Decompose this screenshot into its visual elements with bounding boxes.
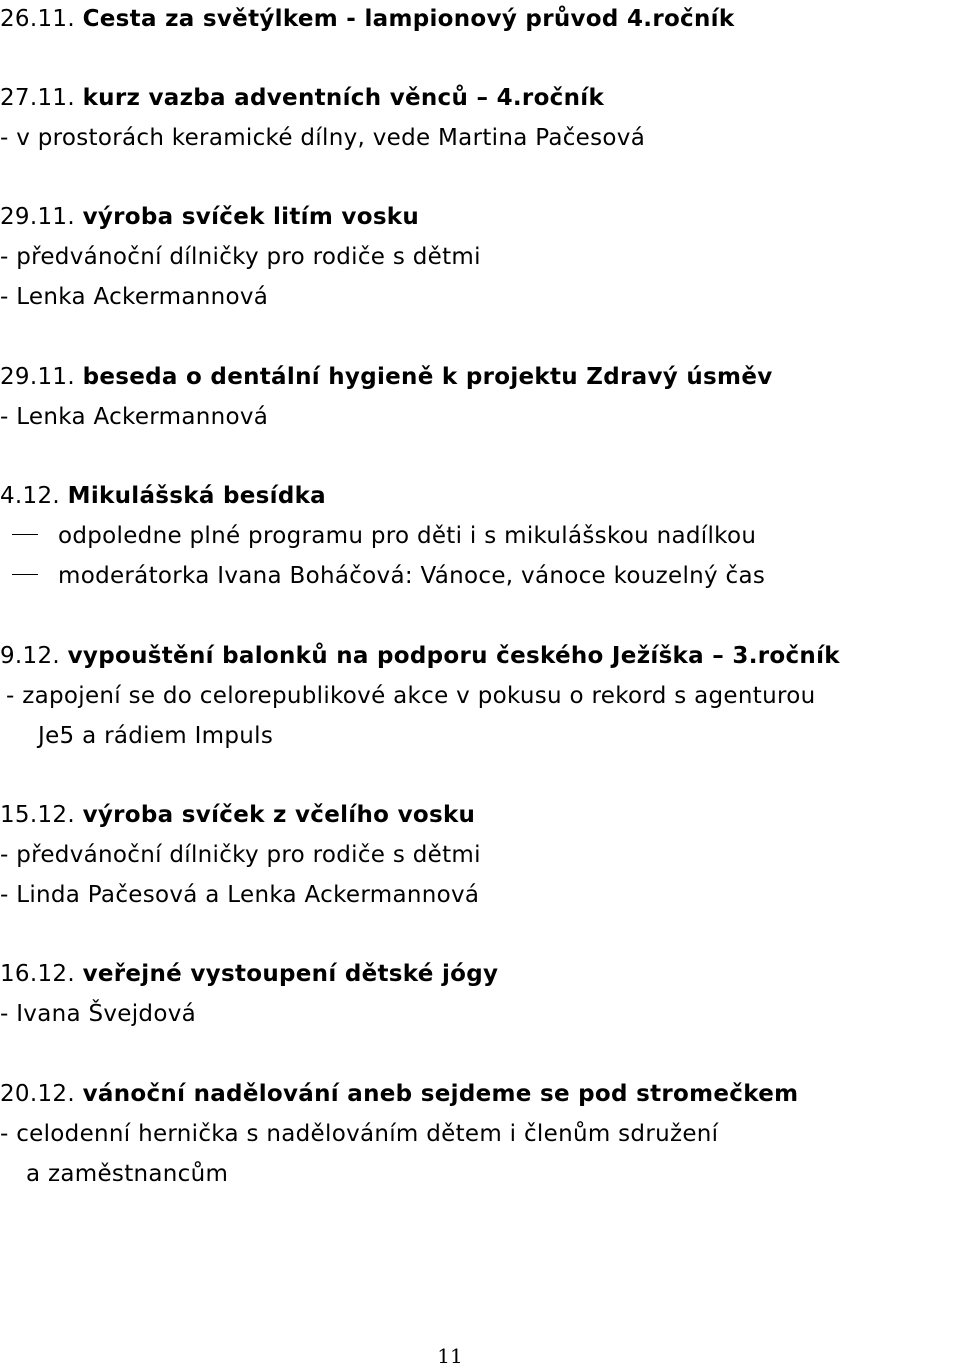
event-title: beseda o dentální hygieně k projektu Zdravý úsměv — [82, 364, 773, 390]
event-detail: - předvánoční dílničky pro rodiče s dětmi — [0, 244, 481, 270]
page-number: 11 — [437, 1344, 463, 1368]
event-title: kurz vazba adventních věnců – 4.ročník — [82, 85, 605, 111]
event-detail: - v prostorách keramické dílny, vede Martina Pačesová — [0, 125, 646, 151]
event-title: Mikulášská besídka — [67, 483, 327, 509]
event-detail: - Lenka Ackermannová — [0, 404, 269, 430]
event-title: Cesta za světýlkem - lampionový průvod 4.ročník — [82, 6, 735, 32]
event-title: vánoční nadělování aneb sejdeme se pod stromečkem — [82, 1081, 799, 1107]
event-detail: - Linda Pačesová a Lenka Ackermannová — [0, 882, 480, 908]
event-heading — [0, 641, 840, 671]
event-date: 29.11. — [0, 204, 83, 230]
event-date: 15.12. — [0, 802, 83, 828]
event-bullet — [12, 521, 756, 551]
event-detail: - celodenní hernička s nadělováním dětem i členům sdružení — [0, 1121, 719, 1147]
event-date: 16.12. — [0, 961, 83, 987]
event-heading — [0, 202, 419, 232]
event-bullet — [12, 561, 765, 591]
event-title: vypouštění balonků na podporu českého Ježíška – 3.ročník — [67, 643, 840, 669]
dash-bullet-icon — [12, 574, 38, 575]
event-title: výroba svíček litím vosku — [82, 204, 420, 230]
event-title: veřejné vystoupení dětské jógy — [82, 961, 499, 987]
event-detail: - zapojení se do celorepublikové akce v pokusu o rekord s agenturou — [6, 683, 816, 709]
event-title: výroba svíček z včelího vosku — [82, 802, 476, 828]
event-heading — [0, 481, 326, 511]
event-detail: - předvánoční dílničky pro rodiče s dětmi — [0, 842, 481, 868]
event-detail: - Ivana Švejdová — [0, 1001, 197, 1027]
event-detail: - Lenka Ackermannová — [0, 284, 269, 310]
event-detail: a zaměstnancům — [26, 1161, 229, 1187]
event-date: 26.11. — [0, 6, 83, 32]
event-heading — [0, 4, 734, 34]
dash-bullet-icon — [12, 534, 38, 535]
event-date: 29.11. — [0, 364, 83, 390]
event-date: 20.12. — [0, 1081, 83, 1107]
event-date: 27.11. — [0, 85, 83, 111]
event-heading — [0, 800, 475, 830]
bullet-text: moderátorka Ivana Boháčová: Vánoce, vánoce kouzelný čas — [58, 563, 766, 589]
bullet-text: odpoledne plné programu pro děti i s mikulášskou nadílkou — [58, 523, 757, 549]
event-date: 4.12. — [0, 483, 68, 509]
event-heading — [0, 83, 604, 113]
event-date: 9.12. — [0, 643, 68, 669]
event-heading — [0, 362, 773, 392]
event-heading — [0, 959, 498, 989]
event-detail: Je5 a rádiem Impuls — [38, 723, 274, 749]
event-heading — [0, 1079, 798, 1109]
